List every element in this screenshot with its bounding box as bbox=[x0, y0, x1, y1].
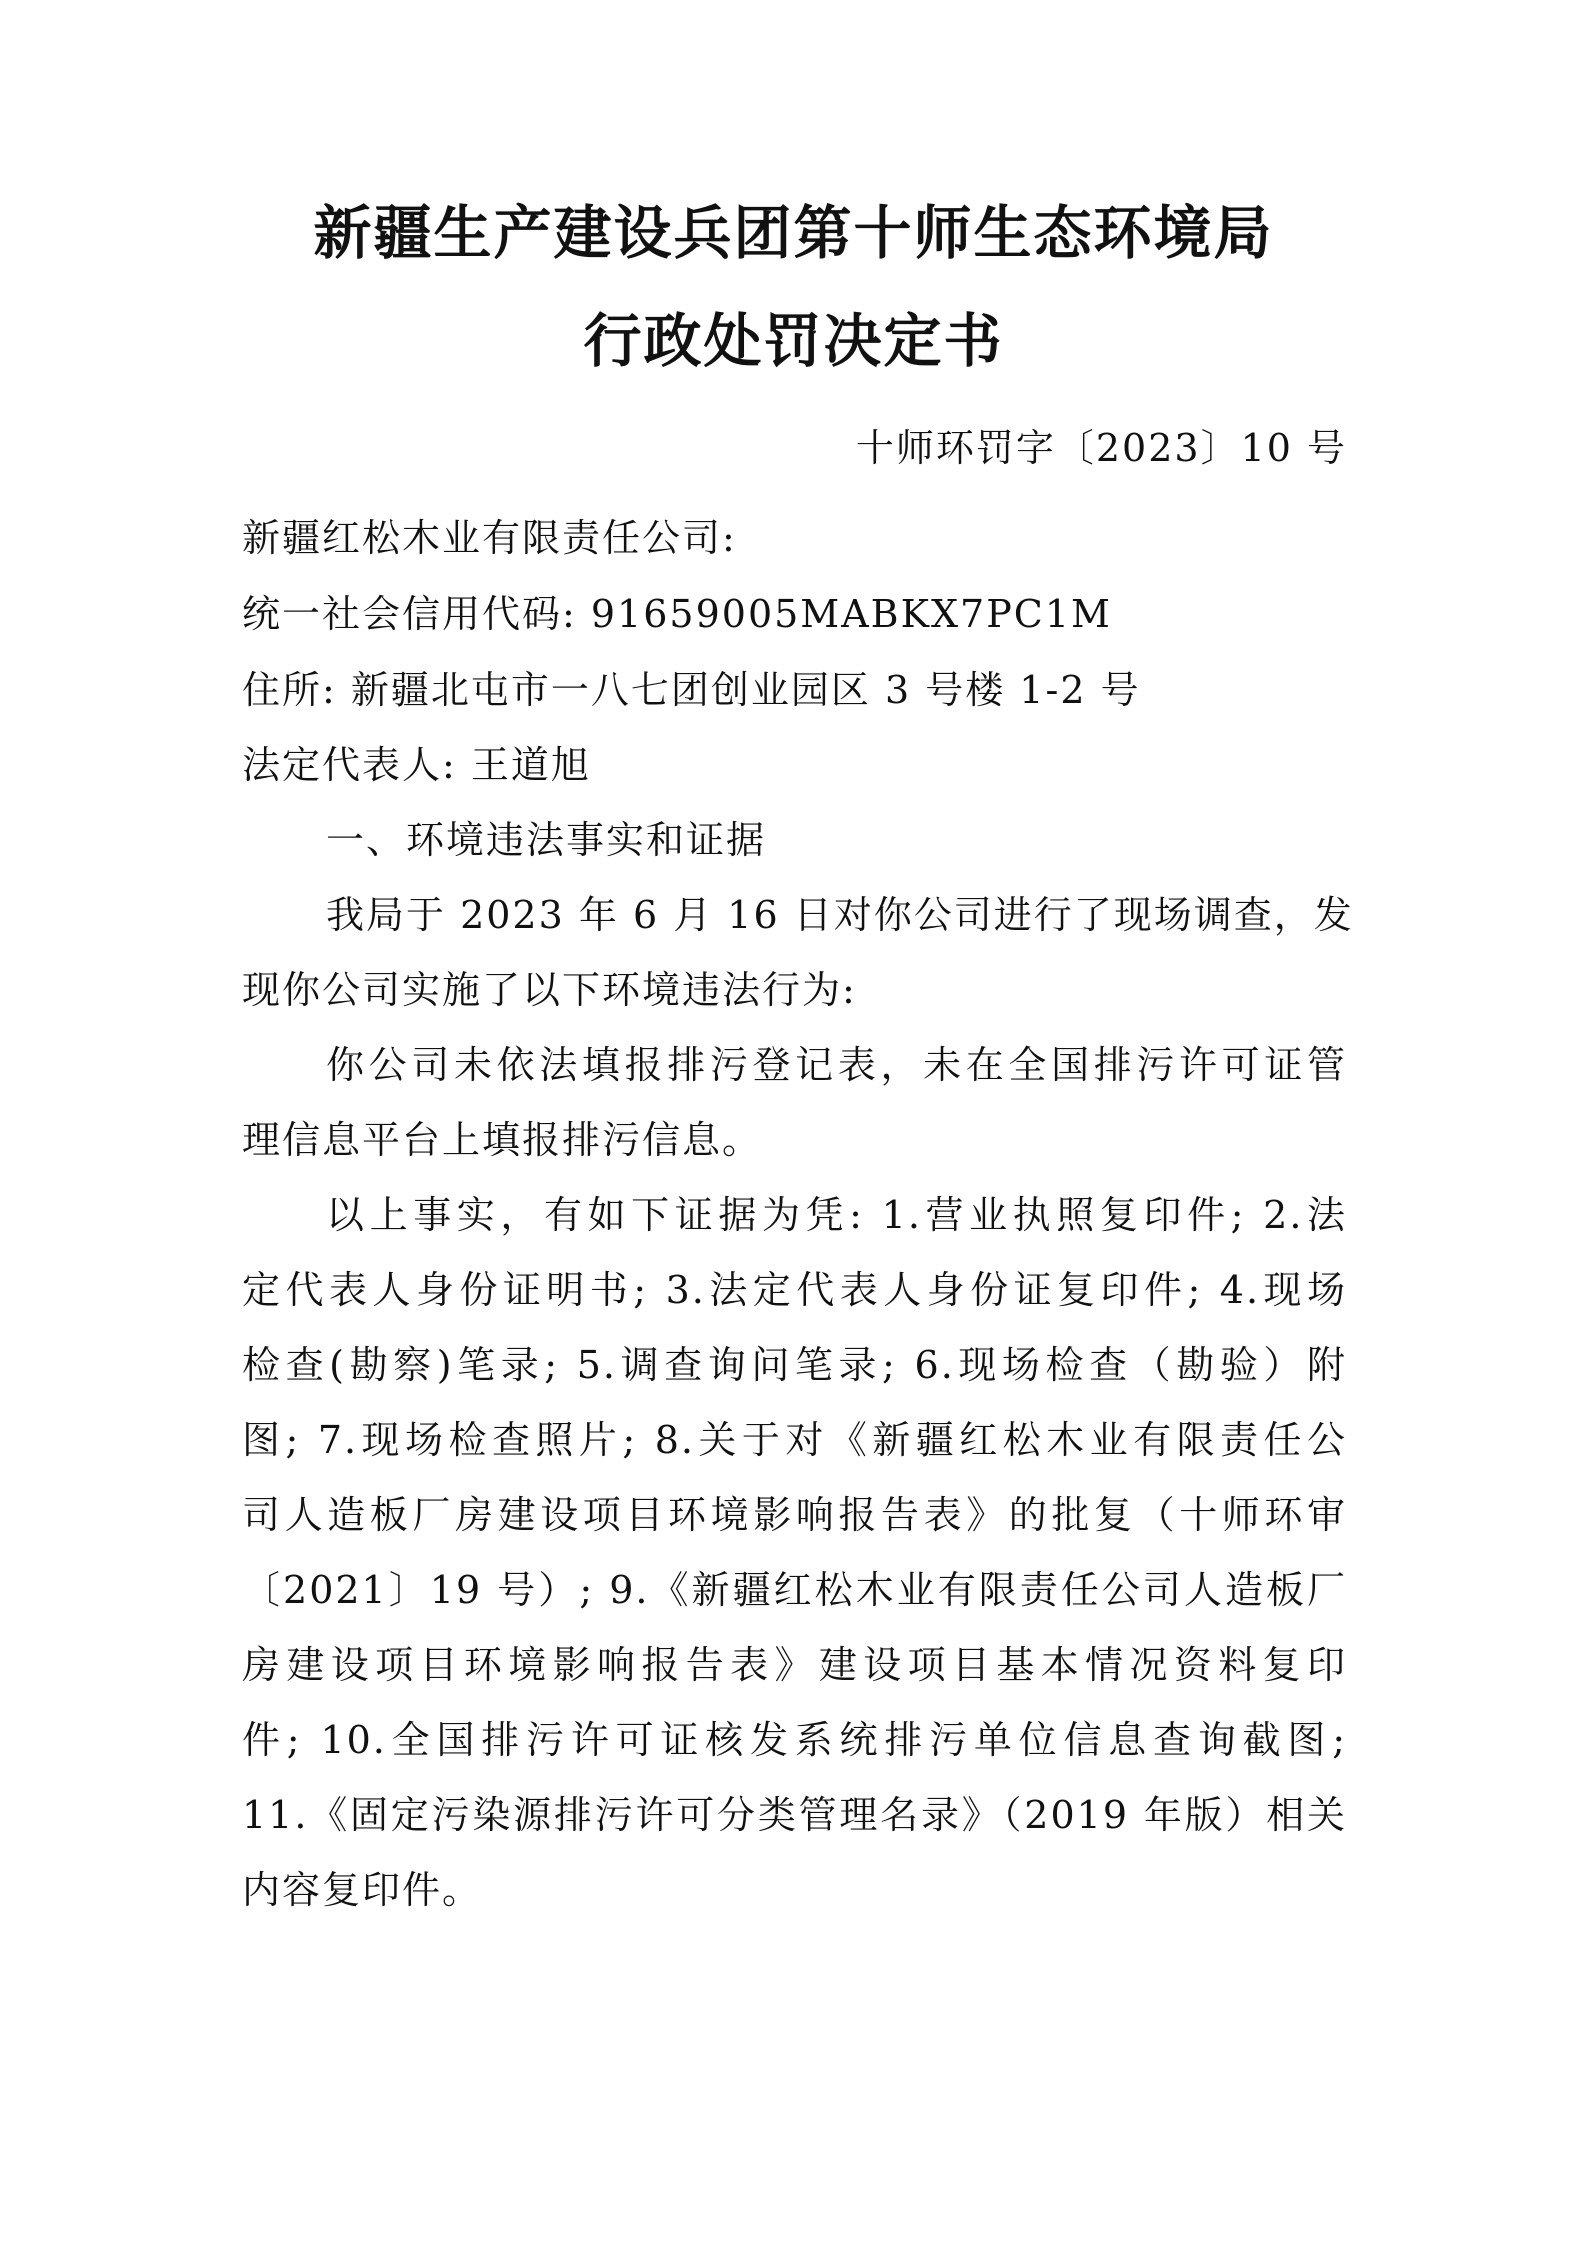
paragraph-line: 11.《固定污染源排污许可分类管理名录》（2019 年版）相关 bbox=[242, 1793, 1347, 1837]
document-number: 十师环罚字〔2023〕10 号 bbox=[855, 426, 1347, 470]
paragraph-line: 内容复印件。 bbox=[242, 1868, 483, 1912]
party-representative: 法定代表人: 王道旭 bbox=[242, 743, 591, 787]
party-credit-code: 统一社会信用代码: 91659005MABKX7PC1M bbox=[242, 592, 1112, 636]
paragraph-line: 理信息平台上填报排污信息。 bbox=[242, 1118, 763, 1162]
paragraph-line: 现你公司实施了以下环境违法行为: bbox=[242, 968, 857, 1012]
paragraph-line: 定代表人身份证明书; 3.法定代表人身份证复印件; 4.现场 bbox=[242, 1268, 1347, 1312]
paragraph-line: 检查(勘察)笔录; 5.调查询问笔录; 6.现场检查（勘验）附 bbox=[242, 1343, 1347, 1387]
paragraph-line: 以上事实，有如下证据为凭: 1.营业执照复印件; 2.法 bbox=[326, 1193, 1347, 1237]
document-title-line2: 行政处罚决定书 bbox=[583, 307, 1004, 375]
paragraph-line: 〔2021〕19 号）; 9.《新疆红松木业有限责任公司人造板厂 bbox=[242, 1568, 1347, 1612]
paragraph-line: 司人造板厂房建设项目环境影响报告表》的批复（十师环审 bbox=[242, 1493, 1347, 1537]
party-name: 新疆红松木业有限责任公司: bbox=[242, 516, 737, 560]
section-heading: 一、环境违法事实和证据 bbox=[326, 818, 767, 862]
paragraph-line: 我局于 2023 年 6 月 16 日对你公司进行了现场调查，发 bbox=[326, 893, 1354, 937]
party-address: 住所: 新疆北屯市一八七团创业园区 3 号楼 1-2 号 bbox=[242, 668, 1141, 712]
paragraph-line: 你公司未依法填报排污登记表，未在全国排污许可证管 bbox=[326, 1043, 1347, 1087]
paragraph-line: 件; 10.全国排污许可证核发系统排污单位信息查询截图; bbox=[242, 1718, 1347, 1762]
paragraph-line: 图; 7.现场检查照片; 8.关于对《新疆红松木业有限责任公 bbox=[242, 1418, 1347, 1462]
document-title-line1: 新疆生产建设兵团第十师生态环境局 bbox=[313, 199, 1274, 267]
paragraph-line: 房建设项目环境影响报告表》建设项目基本情况资料复印 bbox=[242, 1643, 1347, 1687]
